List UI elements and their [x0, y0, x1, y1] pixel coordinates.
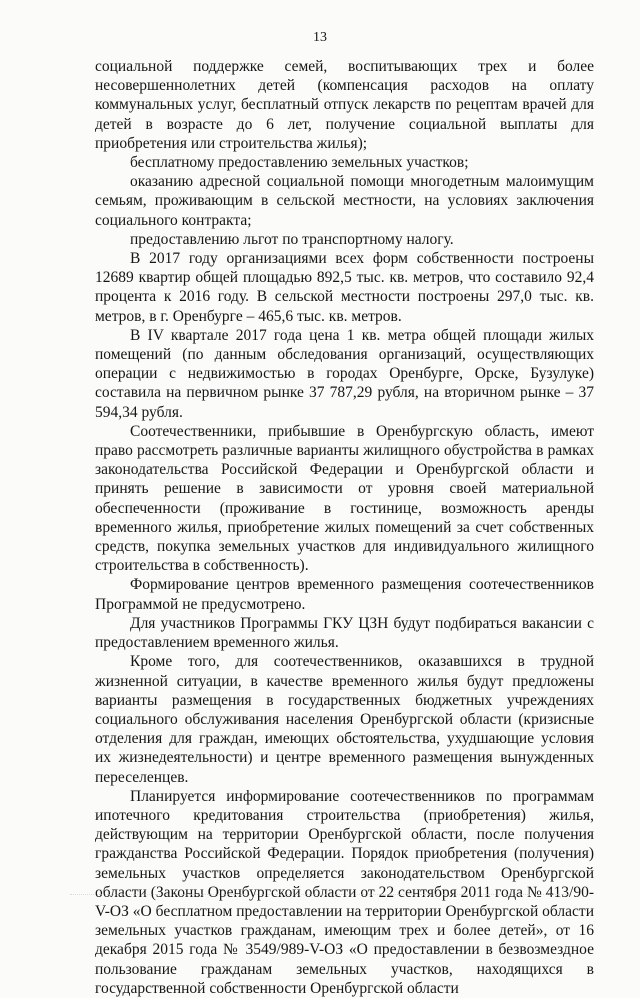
paragraph-11: Планируется информирование соотечественников по программам ипотечного кредитования строительства (приобретения) жилья, действующим на территории Оренбургской области, после получения гражданства Российской Федерации. Порядок приобретения (получения) земельных участков определяется законодательством Оренбургской области (Законы Оренбургской области от 22 сентября 2011 года № 413/90-V-ОЗ «О бесплатном предоставлении на территории Оренбургской области земельных участков гражданам, имеющим трех и более детей», от 16 декабря 2015 года № 3549/989-V-ОЗ «О предоставлении в безвозмездное пользование гражданам земельных участков, находящихся в государственной собственности Оренбургской области	[95, 787, 594, 997]
paragraph-4: предоставлению льгот по транспортному налогу.	[130, 230, 454, 248]
paragraph-10: Кроме того, для соотечественников, оказавшихся в трудной жизненной ситуации, в качестве временного жилья будут предложены варианты размещения в государственных бюджетных учреждениях социального обслуживания населения Оренбургской области (кризисные отделения для граждан, имеющих обстоятельства, ухудшающие условия их жизнедеятельности) и центре временного размещения вынужденных переселенцев.	[95, 653, 594, 786]
scan-artifact	[70, 894, 570, 899]
paragraph-8: Формирование центров временного размещения соотечественников Программой не предусмотрено.	[95, 576, 594, 613]
paragraph-1: социальной поддержке семей, воспитывающих трех и более несовершеннолетних детей (компенсация расходов на оплату коммунальных услуг, бесплатный отпуск лекарств по рецептам врачей для детей в возрасте до 6 лет, получение социальной выплаты для приобретения или строительства жилья);	[95, 58, 594, 152]
paragraph-3: оказанию адресной социальной помощи многодетным малоимущим семьям, проживающим в сельской местности, на условиях заключения социального контракта;	[95, 173, 594, 229]
document-body	[95, 57, 594, 998]
paragraph-7: Соотечественники, прибывшие в Оренбургскую область, имеют право рассмотреть различные варианты жилищного обустройства в рамках законодательства Российской Федерации и Оренбургской области и принять решение в зависимости от уровня своей материальной обеспеченности (проживание в гостинице, возможность аренды временного жилья, приобретение жилых помещений за счет собственных средств, покупка земельных участков для индивидуального жилищного строительства в собственность).	[95, 422, 594, 575]
paragraph-6: В IV квартале 2017 года цена 1 кв. метра общей площади жилых помещений (по данным обследования организаций, осуществляющих операции с недвижимостью в городах Оренбурге, Орске, Бузулуке) составила на первичном рынке 37 787,29 рубля, на вторичном рынке – 37 594,34 рубля.	[95, 326, 594, 421]
paragraph-2: бесплатному предоставлению земельных участков;	[130, 154, 469, 172]
paragraph-9: Для участников Программы ГКУ ЦЗН будут подбираться вакансии с предоставлением временного жилья.	[95, 614, 594, 652]
paragraph-5: В 2017 году организациями всех форм собственности построены 12689 квартир общей площадью 892,5 тыс. кв. метров, что составило 92,4 процента к 2016 году. В сельской местности построены 297,0 тыс. кв. метров, в г. Оренбурге – 465,6 тыс. кв. метров.	[95, 250, 594, 325]
page-number: 13	[313, 30, 327, 45]
